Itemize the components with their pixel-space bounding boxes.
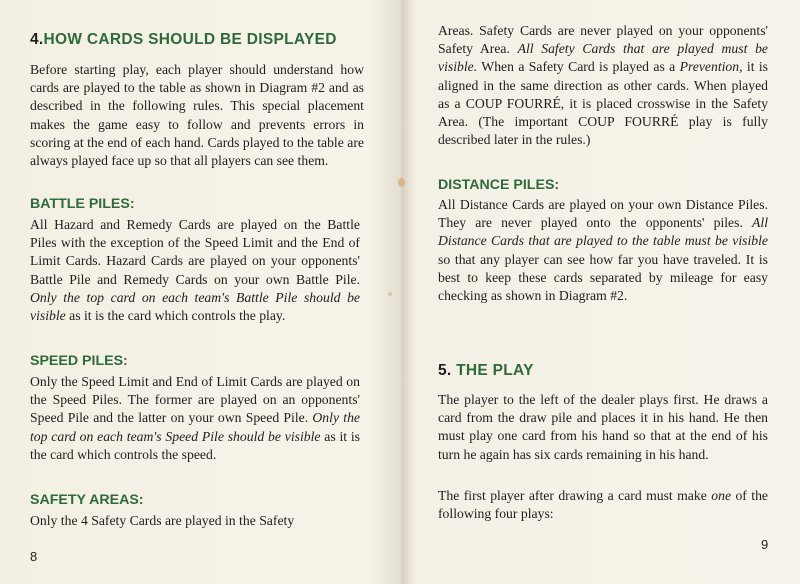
section-4-number: 4. [30, 31, 44, 48]
first-player-paragraph [438, 487, 768, 523]
speed-piles-text: Only the Speed Limit and End of Limit Cards are played on the Speed Piles. The former are played on an opponents' Speed Pile and the latter on your own Speed Pile. [30, 374, 360, 426]
speed-piles-end: as it is the card which controls the speed. [30, 428, 361, 462]
distance-text: All Distance Cards are played on your own Distance Piles. They are never played onto the opponents' piles. [438, 197, 768, 231]
safety-areas-heading: SAFETY AREAS: [30, 492, 144, 508]
safety-cont-italic: All Safety Cards that are played must be visible. [438, 41, 768, 75]
speed-piles-paragraph [30, 373, 360, 464]
battle-piles-paragraph [30, 216, 360, 325]
speed-piles-heading: SPEED PILES: [30, 353, 128, 369]
battle-piles-text: All Hazard and Remedy Cards are played on the Battle Piles with the exception of the Speed Limit and the End of Limit Cards. Hazard Cards are played on your opponents' Battle Pile and Remedy Cards on your own Battle Pile. [30, 217, 360, 287]
battle-piles-italic: Only the top card on each team's Battle Pile should be visible [30, 289, 360, 324]
paper-stain [388, 292, 392, 296]
safety-continued-paragraph [438, 22, 768, 149]
safety-cont-b: When a Safety Card is played as a [481, 59, 676, 75]
first-player-italic: one [711, 488, 732, 503]
distance-piles-heading: DISTANCE PILES: [438, 177, 560, 193]
distance-italic: All Distance Cards that are played to the table must be visible [438, 215, 768, 249]
battle-piles-heading: BATTLE PILES: [30, 196, 135, 212]
intro-paragraph: Before starting play, each player should understand how cards are played to the table as shown in Diagram #2 and as described in the following rules. This special placement makes the game easy to follow and prevents errors in scoring at the end of each hand. Cards played to the table are always played face up so that all players can see them. [30, 62, 364, 169]
section-4-title: HOW CARDS SHOULD BE DISPLAYED [43, 31, 337, 48]
right-page [402, 0, 800, 584]
distance-piles-paragraph [438, 196, 768, 305]
battle-piles-end: as it is the card which controls the play. [69, 308, 286, 324]
speed-piles-italic: Only the top card on each team's Speed Pile should be visible [30, 410, 361, 444]
section-5-heading [438, 362, 534, 380]
first-player-b: of the following four plays: [438, 488, 769, 522]
page-number-left: 8 [30, 549, 38, 564]
safety-cont-prevention: Prevention, [679, 59, 743, 75]
section-5-title: THE PLAY [456, 362, 534, 379]
section-4-heading [30, 31, 337, 49]
first-player-a: The first player after drawing a card must make [438, 488, 707, 503]
distance-end: so that any player can see how far you have traveled. It is best to keep these cards separated by mileage for easy checking as shown in Diagram #2. [438, 251, 768, 304]
play-paragraph: The player to the left of the dealer plays first. He draws a card from the draw pile and places it in his hand. He then must play one card from his hand so that at the end of his turn he again has six cards remaining in his hand. [438, 392, 768, 462]
section-5-number: 5. [438, 362, 452, 379]
paper-stain [398, 178, 405, 187]
safety-areas-paragraph: Only the 4 Safety Cards are played in the Safety [30, 513, 295, 528]
safety-cont-c: it is aligned in the same direction as other cards. When played as a COUP FOURRÉ, it is placed crosswise in the Safety Area. (The important COUP FOURRÉ play is fully described later in the rules.) [438, 59, 768, 148]
page-number-right: 9 [761, 537, 769, 552]
safety-cont-a: Areas. Safety Cards are never played on your opponents' Safety Area. [438, 23, 768, 57]
